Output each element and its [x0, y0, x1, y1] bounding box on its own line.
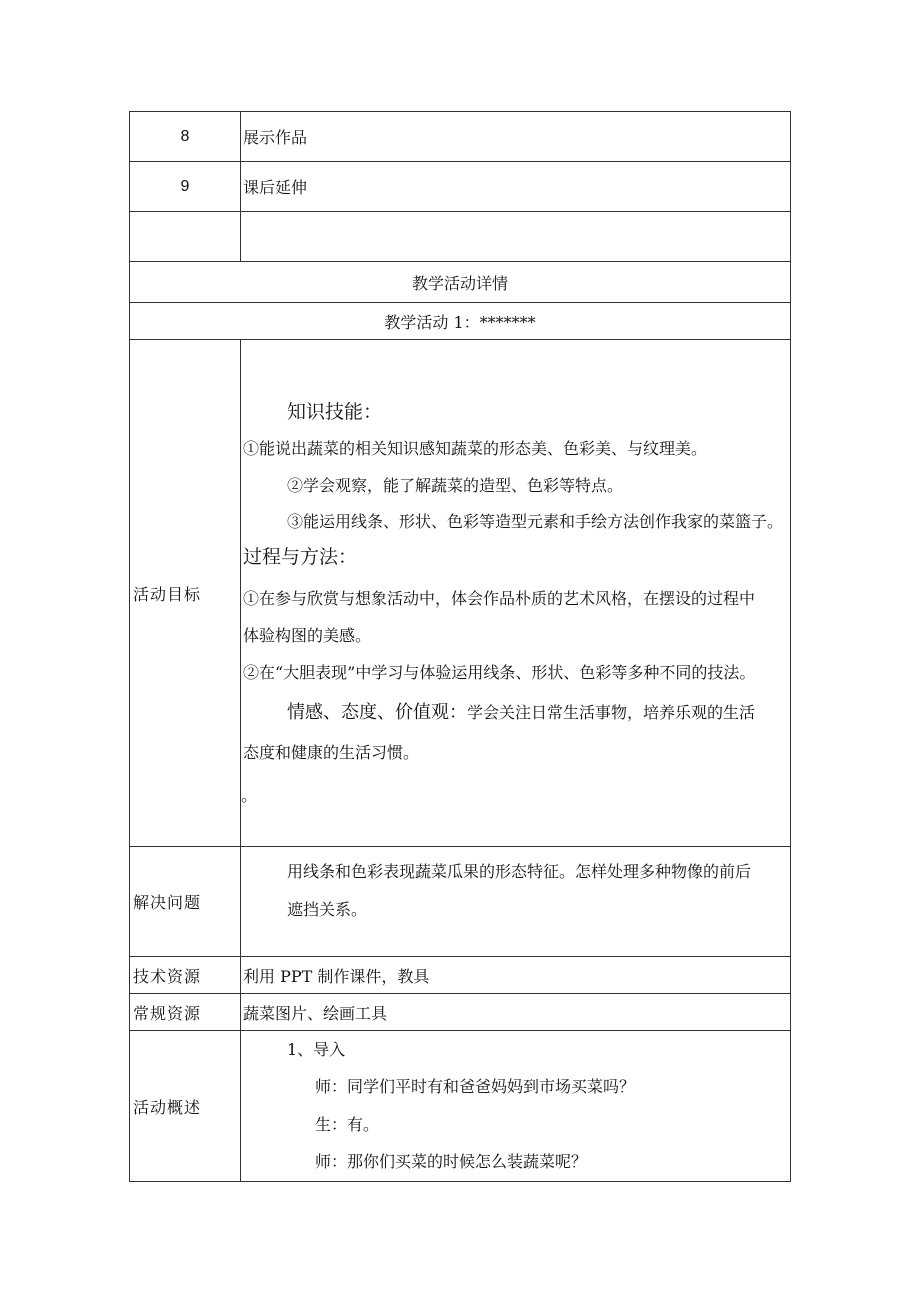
step-text: 展示作品: [241, 112, 791, 162]
step-text: 课后延伸: [241, 162, 791, 212]
objective-e1b: 态度和健康的生活习惯。: [243, 743, 420, 762]
table-row: [130, 340, 791, 847]
table-row: [130, 957, 791, 994]
regular-text: 蔬菜图片、绘画工具: [241, 994, 791, 1031]
tech-text: 利用 PPT 制作课件，教具: [241, 957, 791, 994]
lesson-plan-table: [129, 111, 791, 1182]
table-row: [130, 162, 791, 212]
objective-k2: ②学会观察，能了解蔬菜的造型、色彩等特点。: [287, 476, 624, 495]
step-number: 9: [130, 162, 241, 212]
emotion-line: [287, 698, 755, 724]
table-row: [130, 994, 791, 1031]
tech-label: 技术资源: [130, 957, 241, 994]
regular-label: 常规资源: [130, 994, 241, 1031]
step-text: [241, 212, 791, 262]
overview-l3: 生：有。: [315, 1115, 380, 1134]
overview-content: [241, 1031, 791, 1182]
objective-k1: ①能说出蔬菜的相关知识感知蔬菜的形态美、色彩美、与纹理美。: [243, 439, 708, 458]
process-heading: 过程与方法：: [243, 546, 358, 568]
overview-l4: 师：那你们买菜的时候怎么装蔬菜呢？: [315, 1152, 588, 1171]
problem-label: 解决问题: [130, 847, 241, 957]
emotion-heading: 情感、态度、价值观：: [287, 702, 467, 723]
objective-p2: ②在“大胆表现”中学习与体验运用线条、形状、色彩等多种不同的技法。: [243, 663, 756, 682]
table-row: [130, 212, 791, 262]
overview-l1: 1、导入: [287, 1040, 346, 1059]
objective-p1a: ①在参与欣赏与想象活动中，体会作品朴质的艺术风格，在摆设的过程中: [243, 589, 756, 608]
step-number: [130, 212, 241, 262]
table-row: [130, 1031, 791, 1182]
problem-content: [241, 847, 791, 957]
table-row: [130, 262, 791, 303]
objective-k3: ③能运用线条、形状、色彩等造型元素和手绘方法创作我家的菜篮子。: [287, 512, 784, 531]
problem-line1: 用线条和色彩表现蔬菜瓜果的形态特征。怎样处理多种物像的前后: [287, 862, 752, 881]
knowledge-heading: 知识技能：: [287, 401, 383, 423]
objectives-label: 活动目标: [130, 340, 241, 847]
end-mark: 。: [241, 786, 258, 805]
overview-l2: 师：同学们平时有和爸爸妈妈到市场买菜吗？: [315, 1077, 636, 1096]
objectives-content: [241, 340, 791, 847]
step-number: 8: [130, 112, 241, 162]
table-row: [130, 847, 791, 957]
objective-p1b: 体验构图的美感。: [243, 626, 372, 645]
overview-label: 活动概述: [130, 1031, 241, 1182]
section-title: 教学活动详情: [130, 262, 791, 303]
problem-line2: 遮挡关系。: [287, 900, 368, 919]
table-row: [130, 112, 791, 162]
table-row: [130, 303, 791, 340]
objective-e1a: 学会关注日常生活事物，培养乐观的生活: [467, 703, 756, 722]
activity-title: 教学活动 1：*******: [130, 303, 791, 340]
